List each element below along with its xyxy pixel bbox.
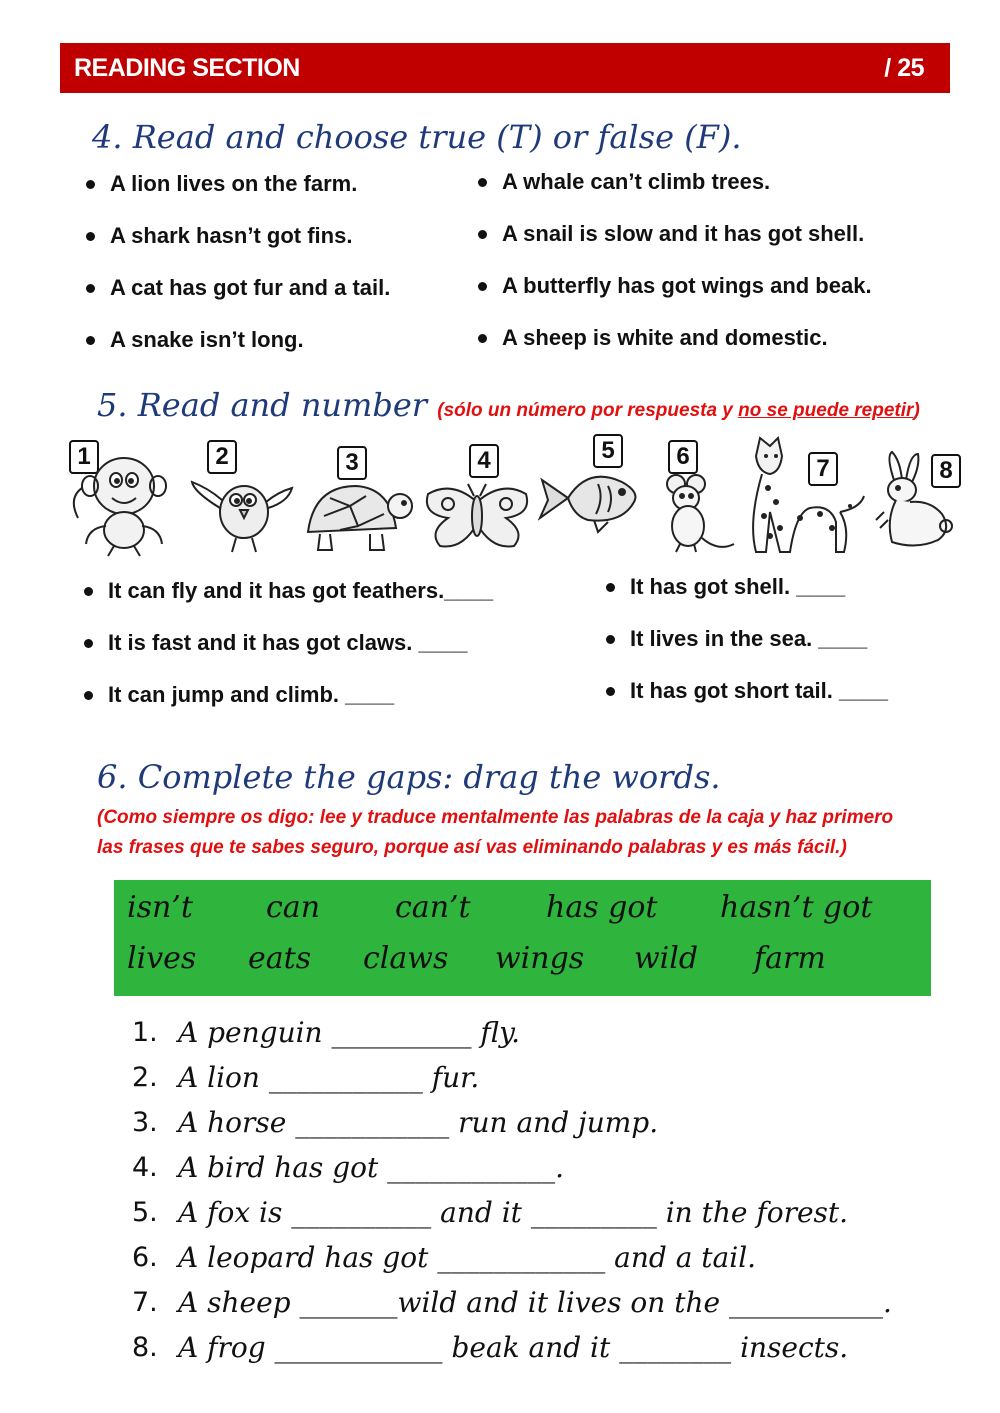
sentence-text[interactable]: A leopard has got ____________ and a tail. bbox=[178, 1241, 757, 1274]
clue[interactable]: It can fly and it has got feathers.____ bbox=[84, 577, 493, 629]
turtle-icon bbox=[300, 478, 414, 556]
sentence-number: 3. bbox=[132, 1107, 158, 1138]
statement[interactable]: A snail is slow and it has got shell. bbox=[478, 220, 872, 272]
sentence-row bbox=[132, 1190, 892, 1235]
section-header bbox=[60, 43, 950, 93]
sentence-number: 8. bbox=[132, 1332, 158, 1363]
exercise-5-title bbox=[97, 386, 920, 424]
clue[interactable]: It has got short tail. ____ bbox=[606, 677, 888, 729]
instructions-line-1: (Como siempre os digo: lee y traduce mentalmente las palabras de la caja y haz primero bbox=[97, 807, 894, 828]
statement[interactable]: A sheep is white and domestic. bbox=[478, 324, 872, 376]
exercise-5-left-list bbox=[84, 577, 493, 733]
statement[interactable]: A butterfly has got wings and beak. bbox=[478, 272, 872, 324]
note-suffix: ) bbox=[913, 400, 920, 421]
exercise-6-title: 6. Complete the gaps: drag the words. bbox=[97, 758, 721, 796]
word-chip[interactable]: wild bbox=[634, 941, 699, 976]
statement[interactable]: A shark hasn’t got fins. bbox=[86, 222, 390, 274]
number-box-3: 3 bbox=[337, 446, 367, 480]
sentence-text[interactable]: A fox is __________ and it _________ in the forest. bbox=[178, 1196, 849, 1229]
rabbit-icon bbox=[866, 450, 956, 550]
sentence-row bbox=[132, 1235, 892, 1280]
instructions-line-2: las frases que te sabes seguro, porque así vas eliminando palabras y es más fácil.) bbox=[97, 837, 847, 858]
clue[interactable]: It is fast and it has got claws. ____ bbox=[84, 629, 493, 681]
sentence-row bbox=[132, 1280, 892, 1325]
sentence-text[interactable]: A lion ___________ fur. bbox=[178, 1061, 480, 1094]
score-label: / 25 bbox=[884, 53, 924, 82]
sentence-text[interactable]: A horse ___________ run and jump. bbox=[178, 1106, 659, 1139]
word-chip[interactable]: farm bbox=[754, 941, 826, 976]
butterfly-icon bbox=[422, 480, 532, 552]
sentence-number: 4. bbox=[132, 1152, 158, 1183]
sentence-text[interactable]: A penguin __________ fly. bbox=[178, 1016, 521, 1049]
exercise-6-instructions bbox=[97, 803, 977, 863]
monkey-icon bbox=[68, 448, 180, 558]
leopard-icon bbox=[740, 432, 866, 556]
number-box-4: 4 bbox=[469, 444, 499, 478]
word-chip[interactable]: isn’t bbox=[127, 890, 193, 925]
sentence-text[interactable]: A bird has got ____________. bbox=[178, 1151, 565, 1184]
sentence-row bbox=[132, 1010, 892, 1055]
sentence-number: 2. bbox=[132, 1062, 158, 1093]
statement[interactable]: A whale can’t climb trees. bbox=[478, 168, 872, 220]
sentence-number: 7. bbox=[132, 1287, 158, 1318]
word-chip[interactable]: can bbox=[266, 890, 321, 925]
sentence-row bbox=[132, 1100, 892, 1145]
exercise-4-title: 4. Read and choose true (T) or false (F). bbox=[92, 118, 742, 156]
exercise-5-right-list bbox=[606, 573, 888, 729]
number-box-6: 6 bbox=[668, 440, 698, 474]
sentence-text[interactable]: A frog ____________ beak and it ________ insects. bbox=[178, 1331, 849, 1364]
word-chip[interactable]: claws bbox=[363, 941, 449, 976]
clue[interactable]: It can jump and climb. ____ bbox=[84, 681, 493, 733]
gap-sentences bbox=[132, 1010, 892, 1370]
exercise-5-note bbox=[437, 400, 920, 421]
sentence-text[interactable]: A sheep _______wild and it lives on the ___________. bbox=[178, 1286, 892, 1319]
number-box-7: 7 bbox=[808, 452, 838, 486]
bird-icon bbox=[188, 462, 296, 558]
note-underlined: no se puede repetir bbox=[738, 400, 914, 421]
sentence-row bbox=[132, 1055, 892, 1100]
statement[interactable]: A cat has got fur and a tail. bbox=[86, 274, 390, 326]
exercise-4-right-list bbox=[478, 168, 872, 376]
section-title: READING SECTION bbox=[74, 53, 300, 82]
statement[interactable]: A snake isn’t long. bbox=[86, 326, 390, 378]
number-box-5: 5 bbox=[593, 434, 623, 468]
word-chip[interactable]: hasn’t got bbox=[720, 890, 873, 925]
clue[interactable]: It has got shell. ____ bbox=[606, 573, 888, 625]
number-box-8: 8 bbox=[931, 454, 961, 488]
word-chip[interactable]: wings bbox=[495, 941, 585, 976]
note-prefix: (sólo un número por respuesta y bbox=[437, 400, 739, 421]
sentence-number: 6. bbox=[132, 1242, 158, 1273]
sentence-row bbox=[132, 1145, 892, 1190]
number-box-1: 1 bbox=[69, 440, 99, 474]
fish-icon bbox=[538, 462, 642, 534]
sentence-number: 5. bbox=[132, 1197, 158, 1228]
clue[interactable]: It lives in the sea. ____ bbox=[606, 625, 888, 677]
mouse-icon bbox=[658, 472, 736, 554]
sentence-number: 1. bbox=[132, 1017, 158, 1048]
word-chip[interactable]: lives bbox=[127, 941, 197, 976]
number-box-2: 2 bbox=[207, 440, 237, 474]
exercise-5-title-text: 5. Read and number bbox=[97, 386, 428, 424]
exercise-4-left-list bbox=[86, 170, 390, 378]
word-chip[interactable]: has got bbox=[546, 890, 658, 925]
word-chip[interactable]: eats bbox=[248, 941, 312, 976]
statement[interactable]: A lion lives on the farm. bbox=[86, 170, 390, 222]
sentence-row bbox=[132, 1325, 892, 1370]
word-bank bbox=[114, 880, 931, 996]
word-chip[interactable]: can’t bbox=[395, 890, 471, 925]
